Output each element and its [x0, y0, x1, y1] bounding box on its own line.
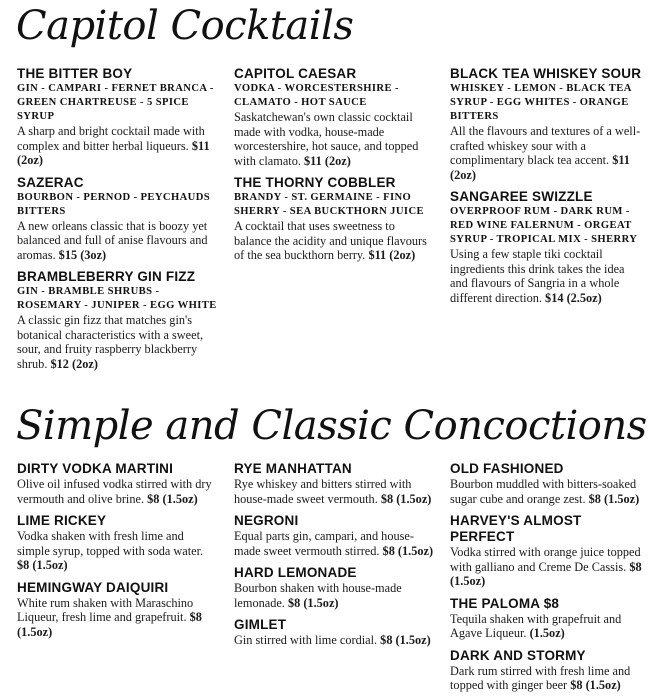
item-description — [234, 581, 434, 610]
item-name: HARD LEMONADE — [234, 565, 357, 580]
menu-column — [234, 66, 434, 270]
item-description — [450, 664, 642, 693]
item-name: SANGAREE SWIZZLE — [450, 189, 593, 204]
menu-item — [17, 66, 217, 168]
item-name: RYE MANHATTAN — [234, 461, 352, 476]
menu-item — [234, 461, 434, 506]
item-description — [450, 612, 642, 641]
item-price: $11 (2oz) — [17, 138, 210, 167]
item-description — [234, 110, 434, 168]
item-description-text: Tequila shaken with grapefruit and Agave Liqueur. — [450, 611, 622, 640]
section-title-capitol-cocktails: Capitol Cocktails — [16, 3, 354, 49]
item-description — [17, 477, 217, 506]
item-name: DARK AND STORMY — [450, 647, 586, 663]
menu-item — [450, 461, 642, 506]
item-description-text: A cocktail that uses sweetness to balance the acidity and unique flavours of the sea buckthorn berry. — [234, 219, 427, 262]
item-price: $8 (1.5oz) — [287, 595, 339, 610]
item-description-text: Bourbon muddled with bitters-soaked sugar cube and orange zest. — [450, 477, 637, 506]
item-price: $8 (1.5oz) — [450, 559, 642, 588]
item-description — [17, 596, 217, 640]
item-description-text: Rye whiskey and bitters stirred with house-made sweet vermouth. — [234, 477, 412, 506]
menu-item — [450, 513, 642, 589]
item-name: THE THORNY COBBLER — [234, 175, 396, 190]
menu-item — [450, 189, 642, 305]
item-name: BLACK TEA WHISKEY SOUR — [450, 66, 642, 81]
menu-item — [17, 461, 217, 506]
item-description — [450, 247, 642, 305]
item-description-text: Using a few staple tiki cocktail ingredients this drink takes the idea and flavours of Sangria in a whole different direction. — [450, 247, 625, 305]
menu-item — [17, 513, 217, 573]
item-description — [450, 124, 642, 182]
item-description — [234, 477, 434, 506]
menu-item — [234, 617, 434, 648]
item-description-text: Vodka stirred with orange juice topped with galliano and Creme De Cassis. — [450, 545, 641, 574]
item-description — [450, 477, 642, 506]
item-name: BRAMBLEBERRY GIN FIZZ — [17, 269, 196, 284]
item-description-text: Olive oil infused vodka stirred with dry vermouth and olive brine. — [17, 477, 212, 506]
item-price: $8 (1.5oz) — [382, 543, 434, 558]
item-description-text: A new orleans classic that is boozy yet balanced and full of anise flavours and aromas. — [17, 218, 208, 262]
menu-item — [17, 269, 217, 371]
menu-column — [450, 461, 642, 700]
item-price: $8 (1.5oz) — [380, 491, 432, 506]
item-name: NEGRONI — [234, 513, 299, 528]
item-ingredients: GIN - CAMPARI - FERNET BRANCA - GREEN CHARTREUSE - 5 SPICE SYRUP — [17, 83, 214, 122]
menu-item — [234, 513, 434, 558]
item-price: $11 (2oz) — [450, 153, 630, 182]
item-description-text: Gin stirred with lime cordial. — [234, 633, 378, 647]
item-name: HEMINGWAY DAIQUIRI — [17, 579, 169, 595]
item-description-text: All the flavours and textures of a well-crafted whiskey sour with a complimentary black tea accent. — [450, 124, 641, 167]
item-description-text: A classic gin fizz that matches gin's botanical characteristics with a sweet, sour, and fruity raspberry blackberry shrub. — [17, 313, 204, 371]
item-price: $11 (2oz) — [304, 153, 351, 168]
item-description-text: Bourbon shaken with house-made lemonade. — [234, 581, 402, 610]
item-name: CAPITOL CAESAR — [234, 66, 357, 81]
item-ingredients: BRANDY - ST. GERMAINE - FINO SHERRY - SEA BUCKTHORN JUICE — [234, 192, 424, 217]
item-description — [234, 219, 434, 263]
item-price: $8 (1.5oz) — [17, 558, 68, 572]
item-name: OLD FASHIONED — [450, 461, 564, 476]
item-price: $8 (1.5oz) — [17, 610, 202, 639]
menu-item — [450, 648, 642, 693]
item-description-text: White rum shaken with Maraschino Liqueur, fresh lime and grapefruit. — [17, 595, 194, 624]
item-description — [17, 124, 217, 168]
section-title-simple-classic: Simple and Classic Concoctions — [16, 403, 647, 449]
item-ingredients: GIN - BRAMBLE SHRUBS - ROSEMARY - JUNIPER - EGG WHITE — [17, 286, 217, 311]
item-description-text: Vodka shaken with fresh lime and simple syrup, topped with soda water. — [17, 529, 204, 558]
item-name: DIRTY VODKA MARTINI — [17, 461, 174, 476]
item-price: $8 (1.5oz) — [570, 678, 621, 692]
item-description — [17, 313, 217, 371]
menu-item — [234, 66, 434, 168]
item-name: GIMLET — [234, 617, 287, 632]
item-price: $8 (1.5oz) — [147, 491, 198, 506]
item-description-text: Dark rum stirred with fresh lime and topped with ginger beer — [450, 663, 631, 692]
menu-item — [17, 175, 217, 263]
menu-item — [450, 596, 642, 641]
menu-column — [450, 66, 642, 312]
item-description — [17, 529, 217, 573]
menu-column — [17, 66, 217, 378]
item-ingredients: OVERPROOF RUM - DARK RUM - RED WINE FALERNUM - ORGEAT SYRUP - TROPICAL MIX - SHERRY — [450, 206, 638, 245]
item-name: THE PALOMA $8 — [450, 595, 560, 611]
item-name: SAZERAC — [17, 174, 84, 190]
menu-item — [234, 565, 434, 610]
item-description-text: Equal parts gin, campari, and house-made sweet vermouth stirred. — [234, 529, 414, 558]
menu-item — [450, 66, 642, 182]
item-description — [234, 633, 434, 648]
menu-item — [17, 580, 217, 640]
item-name: HARVEY'S ALMOST PERFECT — [450, 513, 582, 544]
item-name: LIME RICKEY — [17, 513, 107, 528]
item-price: $14 (2.5oz) — [545, 290, 602, 305]
item-description-text: A sharp and bright cocktail made with complex and bitter herbal liqueurs. — [17, 124, 205, 153]
item-description — [450, 545, 642, 589]
menu-column — [234, 461, 434, 655]
item-description — [234, 529, 434, 558]
menu-column — [17, 461, 217, 646]
item-ingredients: BOURBON - PERNOD - PEYCHAUDS BITTERS — [17, 191, 211, 217]
item-price: $8 (1.5oz) — [588, 491, 640, 506]
item-ingredients: VODKA - WORCESTERSHIRE - CLAMATO - HOT SAUCE — [234, 83, 399, 108]
item-price: $8 (1.5oz) — [380, 633, 431, 647]
item-price: $15 (3oz) — [58, 247, 107, 262]
item-description — [17, 219, 217, 263]
item-description-text: Saskatchewan's own classic cocktail made with vodka, house-made worcestershire, hot sauce, and topped with clamato. — [234, 110, 419, 168]
item-price: $11 (2oz) — [368, 248, 416, 262]
menu-item — [234, 175, 434, 263]
item-price: (1.5oz) — [529, 626, 565, 640]
item-price: $12 (2oz) — [50, 356, 98, 371]
item-ingredients: WHISKEY - LEMON - BLACK TEA SYRUP - EGG WHITES - ORANGE BITTERS — [450, 83, 632, 122]
item-name: THE BITTER BOY — [17, 66, 133, 81]
